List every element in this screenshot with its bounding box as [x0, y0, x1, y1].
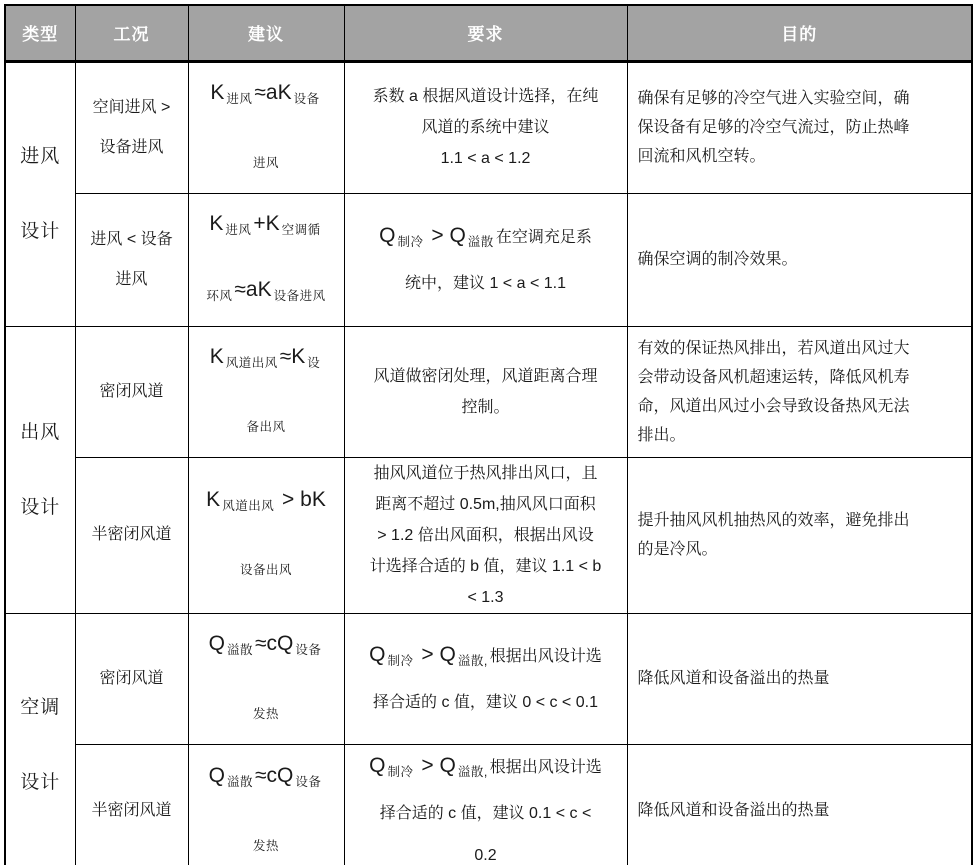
- purpose-cell: 提升抽风风机抽热风的效率，避免排出的是冷风。: [627, 457, 972, 613]
- requirement-cell: [344, 457, 627, 613]
- requirement-cell: [344, 613, 627, 744]
- text-run: 抽风风道位于热风排出风口，且: [373, 464, 598, 482]
- requirement-cell: [344, 744, 627, 865]
- formula-subscript: 溢散: [467, 234, 494, 249]
- text-run: 距离不超过 0.5m,抽风风口面积: [375, 495, 596, 513]
- type-cell-aircon-design: 空调设计: [5, 613, 75, 865]
- table-row: [5, 61, 972, 193]
- text-run: 风道的系统中建议: [421, 119, 550, 136]
- text-run: 控制。: [461, 398, 510, 416]
- text-run: 统中，建议 1 < a < 1.1: [405, 274, 566, 292]
- formula-subscript: 设备: [293, 91, 320, 106]
- condition-cell: 空间进风 > 设备进风: [75, 61, 188, 193]
- text-run: > 1.2 倍出风面积，根据出风设: [377, 526, 594, 544]
- purpose-cell: 有效的保证热风排出，若风道出风过大会带动设备风机超速运转，降低风机寿命，风道出风过小会导致设备热风无法排出。: [627, 326, 972, 457]
- formula-subscript: 空调循: [281, 222, 321, 237]
- purpose-cell: 降低风道和设备溢出的热量: [627, 744, 972, 865]
- text-run: 系数 a 根据风道设计选择，在纯: [372, 88, 599, 105]
- header-requirement: 要求: [344, 5, 627, 61]
- formula-term: Q: [208, 763, 225, 787]
- formula-subscript: 溢散,: [457, 653, 488, 668]
- condition-cell: 半密闭风道: [75, 457, 188, 613]
- formula-subscript: 进风: [225, 222, 252, 237]
- table-row: [5, 326, 972, 457]
- airflow-design-spec-table: [4, 4, 973, 865]
- purpose-cell: 确保空调的制冷效果。: [627, 193, 972, 326]
- formula-term: Q: [369, 642, 386, 666]
- formula-term: ≈K: [279, 344, 306, 368]
- header-condition: 工况: [75, 5, 188, 61]
- formula-subscript: 设备: [295, 774, 322, 789]
- formula-term: +K: [253, 211, 280, 235]
- suggestion-formula-cell: [188, 457, 344, 613]
- text-run: < 1.3: [467, 588, 504, 606]
- type-cell-exhaust-design: 出风设计: [5, 326, 75, 613]
- header-purpose: 目的: [627, 5, 972, 61]
- type-cell-intake-design: 进风设计: [5, 61, 75, 326]
- formula-term: > Q: [425, 223, 466, 247]
- requirement-cell: [344, 193, 627, 326]
- suggestion-formula-cell: [188, 744, 344, 865]
- formula-subscript: 设备: [295, 642, 322, 657]
- formula-subscript: 设备进风: [273, 288, 326, 303]
- table-row: [5, 193, 972, 326]
- formula-term: Q: [369, 753, 386, 777]
- suggestion-formula-cell: [188, 61, 344, 193]
- formula-term: K: [206, 488, 221, 511]
- text-run: 择合适的 c 值，建议 0 < c < 0.1: [373, 693, 598, 711]
- text-run: 1.1 < a < 1.2: [440, 150, 531, 167]
- suggestion-formula-cell: [188, 326, 344, 457]
- formula-subscript: 进风: [252, 155, 279, 170]
- formula-term: K: [209, 211, 224, 235]
- text-run: 风道做密闭处理，风道距离合理: [373, 367, 598, 385]
- formula-term: > bK: [276, 488, 326, 511]
- formula-term: K: [210, 80, 225, 104]
- formula-subscript: 溢散,: [457, 764, 488, 779]
- formula-subscript: 制冷: [387, 764, 414, 779]
- formula-subscript: 发热: [252, 838, 279, 853]
- formula-term: ≈aK: [234, 277, 272, 301]
- text-run: 0.2: [474, 846, 497, 864]
- formula-term: K: [209, 344, 224, 368]
- text-run: 计选择合适的 b 值，建议 1.1 < b: [369, 557, 602, 575]
- formula-term: ≈cQ: [254, 763, 294, 787]
- formula-term: ≈aK: [254, 80, 292, 104]
- header-type: 类型: [5, 5, 75, 61]
- formula-term: Q: [379, 223, 396, 247]
- formula-subscript: 进风: [226, 91, 253, 106]
- requirement-cell: [344, 61, 627, 193]
- header-suggestion: 建议: [188, 5, 344, 61]
- text-run: 择合适的 c 值，建议 0.1 < c <: [379, 804, 592, 822]
- formula-subscript: 发热: [252, 706, 279, 721]
- table-row: [5, 744, 972, 865]
- header-row: [5, 5, 972, 61]
- suggestion-formula-cell: [188, 193, 344, 326]
- purpose-cell: 降低风道和设备溢出的热量: [627, 613, 972, 744]
- suggestion-formula-cell: [188, 613, 344, 744]
- formula-subscript: 溢散: [226, 774, 253, 789]
- table-row: [5, 457, 972, 613]
- formula-subscript: 设备出风: [239, 563, 292, 577]
- purpose-cell: 确保有足够的冷空气进入实验空间，确保设备有足够的冷空气流过，防止热峰回流和风机空转。: [627, 61, 972, 193]
- formula-subscript: 风道出风: [225, 355, 278, 370]
- formula-subscript: 设: [307, 355, 321, 370]
- formula-subscript: 制冷: [397, 234, 424, 249]
- formula-subscript: 制冷: [387, 653, 414, 668]
- condition-cell: 半密闭风道: [75, 744, 188, 865]
- requirement-cell: [344, 326, 627, 457]
- formula-term: > Q: [415, 642, 456, 666]
- condition-cell: 密闭风道: [75, 326, 188, 457]
- condition-cell: 进风 < 设备进风: [75, 193, 188, 326]
- formula-term: ≈cQ: [254, 631, 294, 655]
- formula-subscript: 风道出风: [222, 499, 275, 513]
- condition-cell: 密闭风道: [75, 613, 188, 744]
- formula-term: Q: [208, 631, 225, 655]
- formula-subscript: 环风: [206, 288, 233, 303]
- table-row: [5, 613, 972, 744]
- text-run: 根据出风设计选: [489, 647, 602, 665]
- formula-subscript: 溢散: [226, 642, 253, 657]
- text-run: 根据出风设计选: [489, 758, 602, 776]
- formula-term: > Q: [415, 753, 456, 777]
- formula-subscript: 备出风: [246, 419, 286, 434]
- text-run: 在空调充足系: [495, 228, 592, 246]
